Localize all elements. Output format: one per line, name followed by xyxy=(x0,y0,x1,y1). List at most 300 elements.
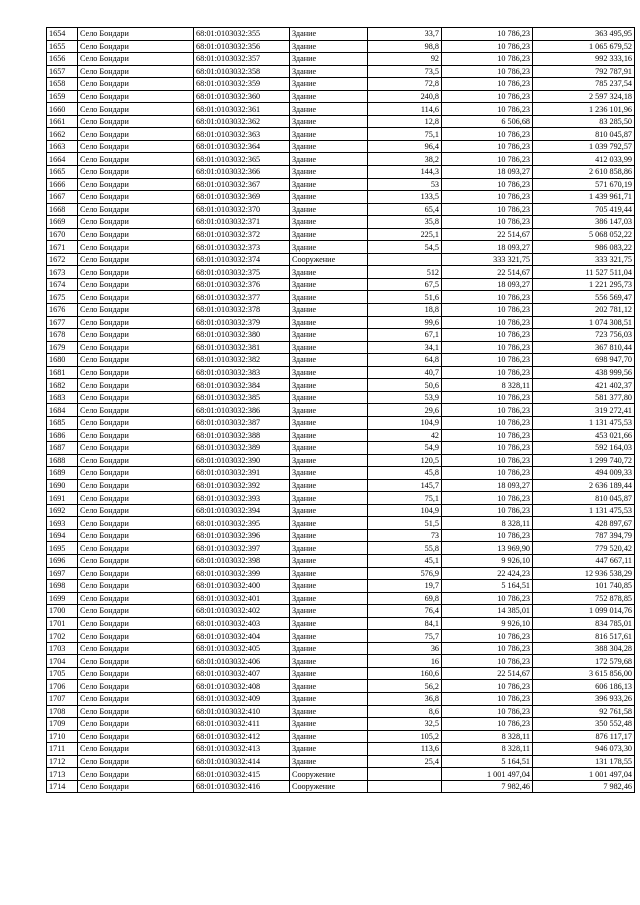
object-type: Здание xyxy=(290,178,368,191)
unit-price-value: 18 093,27 xyxy=(442,479,533,492)
cadastral-number: 68:01:0103032:386 xyxy=(194,404,290,417)
unit-price-value: 10 786,23 xyxy=(442,705,533,718)
table-row xyxy=(47,341,635,354)
area-value: 33,7 xyxy=(368,28,442,41)
area-value: 54,5 xyxy=(368,241,442,254)
cadastral-cost-value: 816 517,61 xyxy=(533,630,635,643)
row-number: 1686 xyxy=(47,429,78,442)
object-type: Здание xyxy=(290,529,368,542)
object-type: Здание xyxy=(290,743,368,756)
table-row xyxy=(47,28,635,41)
unit-price-value: 10 786,23 xyxy=(442,178,533,191)
object-type: Здание xyxy=(290,655,368,668)
area-value: 104,9 xyxy=(368,416,442,429)
object-type: Здание xyxy=(290,630,368,643)
cadastral-number: 68:01:0103032:398 xyxy=(194,554,290,567)
object-type: Здание xyxy=(290,567,368,580)
unit-price-value: 10 786,23 xyxy=(442,316,533,329)
cadastral-cost-value: 172 579,68 xyxy=(533,655,635,668)
area-value: 50,6 xyxy=(368,379,442,392)
unit-price-value: 14 385,01 xyxy=(442,605,533,618)
unit-price-value: 10 786,23 xyxy=(442,304,533,317)
settlement-name: Село Бондари xyxy=(78,768,194,781)
object-type: Здание xyxy=(290,53,368,66)
table-row xyxy=(47,504,635,517)
table-row xyxy=(47,529,635,542)
object-type: Здание xyxy=(290,705,368,718)
object-type: Сооружение xyxy=(290,780,368,793)
object-type: Здание xyxy=(290,391,368,404)
table-row xyxy=(47,53,635,66)
cadastral-cost-value: 779 520,42 xyxy=(533,542,635,555)
table-row xyxy=(47,680,635,693)
settlement-name: Село Бондари xyxy=(78,203,194,216)
cadastral-cost-value: 571 670,19 xyxy=(533,178,635,191)
cadastral-number: 68:01:0103032:361 xyxy=(194,103,290,116)
area-value xyxy=(368,253,442,266)
unit-price-value: 10 786,23 xyxy=(442,454,533,467)
cadastral-cost-value: 1 439 961,71 xyxy=(533,191,635,204)
table-row xyxy=(47,755,635,768)
settlement-name: Село Бондари xyxy=(78,78,194,91)
cadastral-cost-value: 202 781,12 xyxy=(533,304,635,317)
cadastral-cost-value: 333 321,75 xyxy=(533,253,635,266)
cadastral-cost-value: 1 099 014,76 xyxy=(533,605,635,618)
table-row xyxy=(47,90,635,103)
cadastral-number: 68:01:0103032:394 xyxy=(194,504,290,517)
row-number: 1703 xyxy=(47,642,78,655)
row-number: 1714 xyxy=(47,780,78,793)
settlement-name: Село Бондари xyxy=(78,529,194,542)
row-number: 1665 xyxy=(47,166,78,179)
table-row xyxy=(47,404,635,417)
object-type: Здание xyxy=(290,153,368,166)
cadastral-cost-value: 810 045,87 xyxy=(533,492,635,505)
object-type: Здание xyxy=(290,504,368,517)
settlement-name: Село Бондари xyxy=(78,166,194,179)
area-value: 36,8 xyxy=(368,692,442,705)
object-type: Здание xyxy=(290,366,368,379)
row-number: 1678 xyxy=(47,329,78,342)
object-type: Здание xyxy=(290,316,368,329)
area-value: 34,1 xyxy=(368,341,442,354)
row-number: 1680 xyxy=(47,354,78,367)
cadastral-cost-value: 785 237,54 xyxy=(533,78,635,91)
table-row xyxy=(47,542,635,555)
unit-price-value: 10 786,23 xyxy=(442,442,533,455)
cadastral-number: 68:01:0103032:415 xyxy=(194,768,290,781)
cadastral-cost-value: 386 147,03 xyxy=(533,216,635,229)
area-value xyxy=(368,768,442,781)
area-value: 73,5 xyxy=(368,65,442,78)
cadastral-number: 68:01:0103032:364 xyxy=(194,140,290,153)
settlement-name: Село Бондари xyxy=(78,780,194,793)
object-type: Здание xyxy=(290,203,368,216)
row-number: 1675 xyxy=(47,291,78,304)
cadastral-number: 68:01:0103032:359 xyxy=(194,78,290,91)
table-row xyxy=(47,391,635,404)
unit-price-value: 8 328,11 xyxy=(442,730,533,743)
cadastral-number: 68:01:0103032:399 xyxy=(194,567,290,580)
settlement-name: Село Бондари xyxy=(78,28,194,41)
unit-price-value: 10 786,23 xyxy=(442,492,533,505)
object-type: Здание xyxy=(290,580,368,593)
area-value: 105,2 xyxy=(368,730,442,743)
area-value: 54,9 xyxy=(368,442,442,455)
cadastral-cost-value: 876 117,17 xyxy=(533,730,635,743)
row-number: 1679 xyxy=(47,341,78,354)
unit-price-value: 22 514,67 xyxy=(442,266,533,279)
cadastral-cost-value: 367 810,44 xyxy=(533,341,635,354)
row-number: 1655 xyxy=(47,40,78,53)
unit-price-value: 10 786,23 xyxy=(442,366,533,379)
cadastral-cost-value: 5 068 052,22 xyxy=(533,228,635,241)
cadastral-cost-value: 1 131 475,53 xyxy=(533,416,635,429)
table-row xyxy=(47,692,635,705)
settlement-name: Село Бондари xyxy=(78,680,194,693)
unit-price-value: 9 926,10 xyxy=(442,617,533,630)
row-number: 1674 xyxy=(47,278,78,291)
area-value: 145,7 xyxy=(368,479,442,492)
unit-price-value: 10 786,23 xyxy=(442,529,533,542)
area-value: 36 xyxy=(368,642,442,655)
area-value: 67,5 xyxy=(368,278,442,291)
area-value: 98,8 xyxy=(368,40,442,53)
settlement-name: Село Бондари xyxy=(78,504,194,517)
settlement-name: Село Бондари xyxy=(78,492,194,505)
row-number: 1693 xyxy=(47,517,78,530)
cadastral-cost-value: 810 045,87 xyxy=(533,128,635,141)
area-value: 73 xyxy=(368,529,442,542)
unit-price-value: 10 786,23 xyxy=(442,40,533,53)
cadastral-number: 68:01:0103032:363 xyxy=(194,128,290,141)
object-type: Здание xyxy=(290,467,368,480)
cadastral-cost-value: 698 947,70 xyxy=(533,354,635,367)
unit-price-value: 10 786,23 xyxy=(442,103,533,116)
cadastral-cost-value: 453 021,66 xyxy=(533,429,635,442)
cadastral-number: 68:01:0103032:413 xyxy=(194,743,290,756)
object-type: Здание xyxy=(290,379,368,392)
cadastral-value-table xyxy=(46,27,635,793)
cadastral-cost-value: 1 131 475,53 xyxy=(533,504,635,517)
unit-price-value: 10 786,23 xyxy=(442,90,533,103)
object-type: Здание xyxy=(290,605,368,618)
area-value: 8,6 xyxy=(368,705,442,718)
cadastral-cost-value: 363 495,95 xyxy=(533,28,635,41)
table-row xyxy=(47,718,635,731)
settlement-name: Село Бондари xyxy=(78,140,194,153)
row-number: 1705 xyxy=(47,667,78,680)
settlement-name: Село Бондари xyxy=(78,416,194,429)
cadastral-number: 68:01:0103032:400 xyxy=(194,580,290,593)
unit-price-value: 10 786,23 xyxy=(442,504,533,517)
cadastral-number: 68:01:0103032:367 xyxy=(194,178,290,191)
row-number: 1668 xyxy=(47,203,78,216)
object-type: Здание xyxy=(290,718,368,731)
table-row xyxy=(47,705,635,718)
settlement-name: Село Бондари xyxy=(78,467,194,480)
object-type: Здание xyxy=(290,542,368,555)
unit-price-value: 10 786,23 xyxy=(442,153,533,166)
table-row xyxy=(47,479,635,492)
table-row xyxy=(47,128,635,141)
area-value: 18,8 xyxy=(368,304,442,317)
row-number: 1673 xyxy=(47,266,78,279)
area-value: 75,1 xyxy=(368,128,442,141)
table-row xyxy=(47,153,635,166)
cadastral-cost-value: 1 299 740,72 xyxy=(533,454,635,467)
cadastral-number: 68:01:0103032:378 xyxy=(194,304,290,317)
cadastral-number: 68:01:0103032:411 xyxy=(194,718,290,731)
settlement-name: Село Бондари xyxy=(78,404,194,417)
row-number: 1702 xyxy=(47,630,78,643)
object-type: Здание xyxy=(290,40,368,53)
row-number: 1685 xyxy=(47,416,78,429)
row-number: 1694 xyxy=(47,529,78,542)
unit-price-value: 10 786,23 xyxy=(442,140,533,153)
row-number: 1695 xyxy=(47,542,78,555)
cadastral-number: 68:01:0103032:381 xyxy=(194,341,290,354)
area-value: 99,6 xyxy=(368,316,442,329)
object-type: Здание xyxy=(290,492,368,505)
cadastral-cost-value: 705 419,44 xyxy=(533,203,635,216)
unit-price-value: 13 969,90 xyxy=(442,542,533,555)
unit-price-value: 10 786,23 xyxy=(442,191,533,204)
row-number: 1667 xyxy=(47,191,78,204)
table-row xyxy=(47,140,635,153)
cadastral-cost-value: 752 878,85 xyxy=(533,592,635,605)
unit-price-value: 8 328,11 xyxy=(442,743,533,756)
table-row xyxy=(47,291,635,304)
row-number: 1713 xyxy=(47,768,78,781)
settlement-name: Село Бондари xyxy=(78,442,194,455)
cadastral-number: 68:01:0103032:405 xyxy=(194,642,290,655)
row-number: 1660 xyxy=(47,103,78,116)
settlement-name: Село Бондари xyxy=(78,567,194,580)
cadastral-number: 68:01:0103032:355 xyxy=(194,28,290,41)
row-number: 1688 xyxy=(47,454,78,467)
table-row xyxy=(47,40,635,53)
cadastral-cost-value: 428 897,67 xyxy=(533,517,635,530)
row-number: 1662 xyxy=(47,128,78,141)
cadastral-cost-value: 606 186,13 xyxy=(533,680,635,693)
cadastral-cost-value: 1 074 308,51 xyxy=(533,316,635,329)
cadastral-number: 68:01:0103032:375 xyxy=(194,266,290,279)
area-value: 104,9 xyxy=(368,504,442,517)
object-type: Здание xyxy=(290,554,368,567)
cadastral-number: 68:01:0103032:356 xyxy=(194,40,290,53)
settlement-name: Село Бондари xyxy=(78,291,194,304)
table-row xyxy=(47,780,635,793)
object-type: Здание xyxy=(290,354,368,367)
cadastral-number: 68:01:0103032:369 xyxy=(194,191,290,204)
unit-price-value: 18 093,27 xyxy=(442,166,533,179)
object-type: Здание xyxy=(290,755,368,768)
cadastral-number: 68:01:0103032:392 xyxy=(194,479,290,492)
table-row xyxy=(47,216,635,229)
object-type: Здание xyxy=(290,479,368,492)
table-row xyxy=(47,178,635,191)
area-value: 51,5 xyxy=(368,517,442,530)
cadastral-cost-value: 1 039 792,57 xyxy=(533,140,635,153)
cadastral-cost-value: 3 615 856,00 xyxy=(533,667,635,680)
settlement-name: Село Бондари xyxy=(78,153,194,166)
unit-price-value: 5 164,51 xyxy=(442,755,533,768)
settlement-name: Село Бондари xyxy=(78,479,194,492)
table-row xyxy=(47,517,635,530)
area-value: 96,4 xyxy=(368,140,442,153)
area-value: 53 xyxy=(368,178,442,191)
row-number: 1687 xyxy=(47,442,78,455)
settlement-name: Село Бондари xyxy=(78,178,194,191)
unit-price-value: 10 786,23 xyxy=(442,28,533,41)
area-value: 40,7 xyxy=(368,366,442,379)
row-number: 1656 xyxy=(47,53,78,66)
area-value: 120,5 xyxy=(368,454,442,467)
area-value xyxy=(368,780,442,793)
cadastral-number: 68:01:0103032:382 xyxy=(194,354,290,367)
row-number: 1658 xyxy=(47,78,78,91)
unit-price-value: 10 786,23 xyxy=(442,467,533,480)
table-row xyxy=(47,278,635,291)
area-value: 72,8 xyxy=(368,78,442,91)
cadastral-number: 68:01:0103032:403 xyxy=(194,617,290,630)
area-value: 225,1 xyxy=(368,228,442,241)
table-row xyxy=(47,454,635,467)
object-type: Здание xyxy=(290,429,368,442)
area-value: 75,7 xyxy=(368,630,442,643)
area-value: 576,9 xyxy=(368,567,442,580)
settlement-name: Село Бондари xyxy=(78,191,194,204)
cadastral-cost-value: 556 569,47 xyxy=(533,291,635,304)
table-row xyxy=(47,554,635,567)
unit-price-value: 7 982,46 xyxy=(442,780,533,793)
unit-price-value: 10 786,23 xyxy=(442,718,533,731)
settlement-name: Село Бондари xyxy=(78,667,194,680)
row-number: 1676 xyxy=(47,304,78,317)
cadastral-cost-value: 131 178,55 xyxy=(533,755,635,768)
area-value: 114,6 xyxy=(368,103,442,116)
cadastral-number: 68:01:0103032:401 xyxy=(194,592,290,605)
object-type: Здание xyxy=(290,191,368,204)
cadastral-number: 68:01:0103032:362 xyxy=(194,115,290,128)
unit-price-value: 10 786,23 xyxy=(442,341,533,354)
area-value: 160,6 xyxy=(368,667,442,680)
object-type: Здание xyxy=(290,166,368,179)
area-value: 64,8 xyxy=(368,354,442,367)
settlement-name: Село Бондари xyxy=(78,379,194,392)
object-type: Здание xyxy=(290,128,368,141)
object-type: Здание xyxy=(290,416,368,429)
table-row xyxy=(47,442,635,455)
area-value: 29,6 xyxy=(368,404,442,417)
table-row xyxy=(47,617,635,630)
row-number: 1710 xyxy=(47,730,78,743)
cadastral-number: 68:01:0103032:389 xyxy=(194,442,290,455)
settlement-name: Село Бондари xyxy=(78,692,194,705)
settlement-name: Село Бондари xyxy=(78,617,194,630)
row-number: 1659 xyxy=(47,90,78,103)
object-type: Здание xyxy=(290,103,368,116)
unit-price-value: 10 786,23 xyxy=(442,78,533,91)
row-number: 1700 xyxy=(47,605,78,618)
row-number: 1706 xyxy=(47,680,78,693)
unit-price-value: 10 786,23 xyxy=(442,65,533,78)
cadastral-number: 68:01:0103032:387 xyxy=(194,416,290,429)
area-value: 92 xyxy=(368,53,442,66)
table-row xyxy=(47,316,635,329)
row-number: 1657 xyxy=(47,65,78,78)
row-number: 1690 xyxy=(47,479,78,492)
cadastral-number: 68:01:0103032:412 xyxy=(194,730,290,743)
cadastral-number: 68:01:0103032:402 xyxy=(194,605,290,618)
object-type: Здание xyxy=(290,304,368,317)
table-row xyxy=(47,492,635,505)
cadastral-cost-value: 1 221 295,73 xyxy=(533,278,635,291)
cadastral-number: 68:01:0103032:408 xyxy=(194,680,290,693)
cadastral-number: 68:01:0103032:360 xyxy=(194,90,290,103)
cadastral-number: 68:01:0103032:383 xyxy=(194,366,290,379)
cadastral-cost-value: 494 009,33 xyxy=(533,467,635,480)
cadastral-number: 68:01:0103032:379 xyxy=(194,316,290,329)
settlement-name: Село Бондари xyxy=(78,580,194,593)
row-number: 1671 xyxy=(47,241,78,254)
object-type: Здание xyxy=(290,266,368,279)
table-row xyxy=(47,379,635,392)
object-type: Здание xyxy=(290,592,368,605)
settlement-name: Село Бондари xyxy=(78,90,194,103)
object-type: Здание xyxy=(290,90,368,103)
settlement-name: Село Бондари xyxy=(78,429,194,442)
area-value: 38,2 xyxy=(368,153,442,166)
cadastral-number: 68:01:0103032:384 xyxy=(194,379,290,392)
unit-price-value: 10 786,23 xyxy=(442,642,533,655)
settlement-name: Село Бондари xyxy=(78,329,194,342)
cadastral-number: 68:01:0103032:414 xyxy=(194,755,290,768)
area-value: 144,3 xyxy=(368,166,442,179)
object-type: Здание xyxy=(290,730,368,743)
cadastral-cost-value: 412 033,99 xyxy=(533,153,635,166)
unit-price-value: 18 093,27 xyxy=(442,241,533,254)
table-row xyxy=(47,630,635,643)
row-number: 1692 xyxy=(47,504,78,517)
cadastral-cost-value: 723 756,03 xyxy=(533,329,635,342)
unit-price-value: 10 786,23 xyxy=(442,216,533,229)
settlement-name: Село Бондари xyxy=(78,103,194,116)
settlement-name: Село Бондари xyxy=(78,454,194,467)
settlement-name: Село Бондари xyxy=(78,241,194,254)
object-type: Здание xyxy=(290,454,368,467)
cadastral-number: 68:01:0103032:372 xyxy=(194,228,290,241)
cadastral-number: 68:01:0103032:374 xyxy=(194,253,290,266)
object-type: Здание xyxy=(290,517,368,530)
settlement-name: Село Бондари xyxy=(78,755,194,768)
cadastral-number: 68:01:0103032:365 xyxy=(194,153,290,166)
unit-price-value: 8 328,11 xyxy=(442,517,533,530)
settlement-name: Село Бондари xyxy=(78,542,194,555)
unit-price-value: 10 786,23 xyxy=(442,53,533,66)
cadastral-cost-value: 350 552,48 xyxy=(533,718,635,731)
cadastral-cost-value: 581 377,80 xyxy=(533,391,635,404)
cadastral-number: 68:01:0103032:393 xyxy=(194,492,290,505)
object-type: Здание xyxy=(290,404,368,417)
settlement-name: Село Бондари xyxy=(78,718,194,731)
cadastral-cost-value: 12 936 538,29 xyxy=(533,567,635,580)
unit-price-value: 10 786,23 xyxy=(442,203,533,216)
settlement-name: Село Бондари xyxy=(78,605,194,618)
settlement-name: Село Бондари xyxy=(78,630,194,643)
table-row xyxy=(47,241,635,254)
